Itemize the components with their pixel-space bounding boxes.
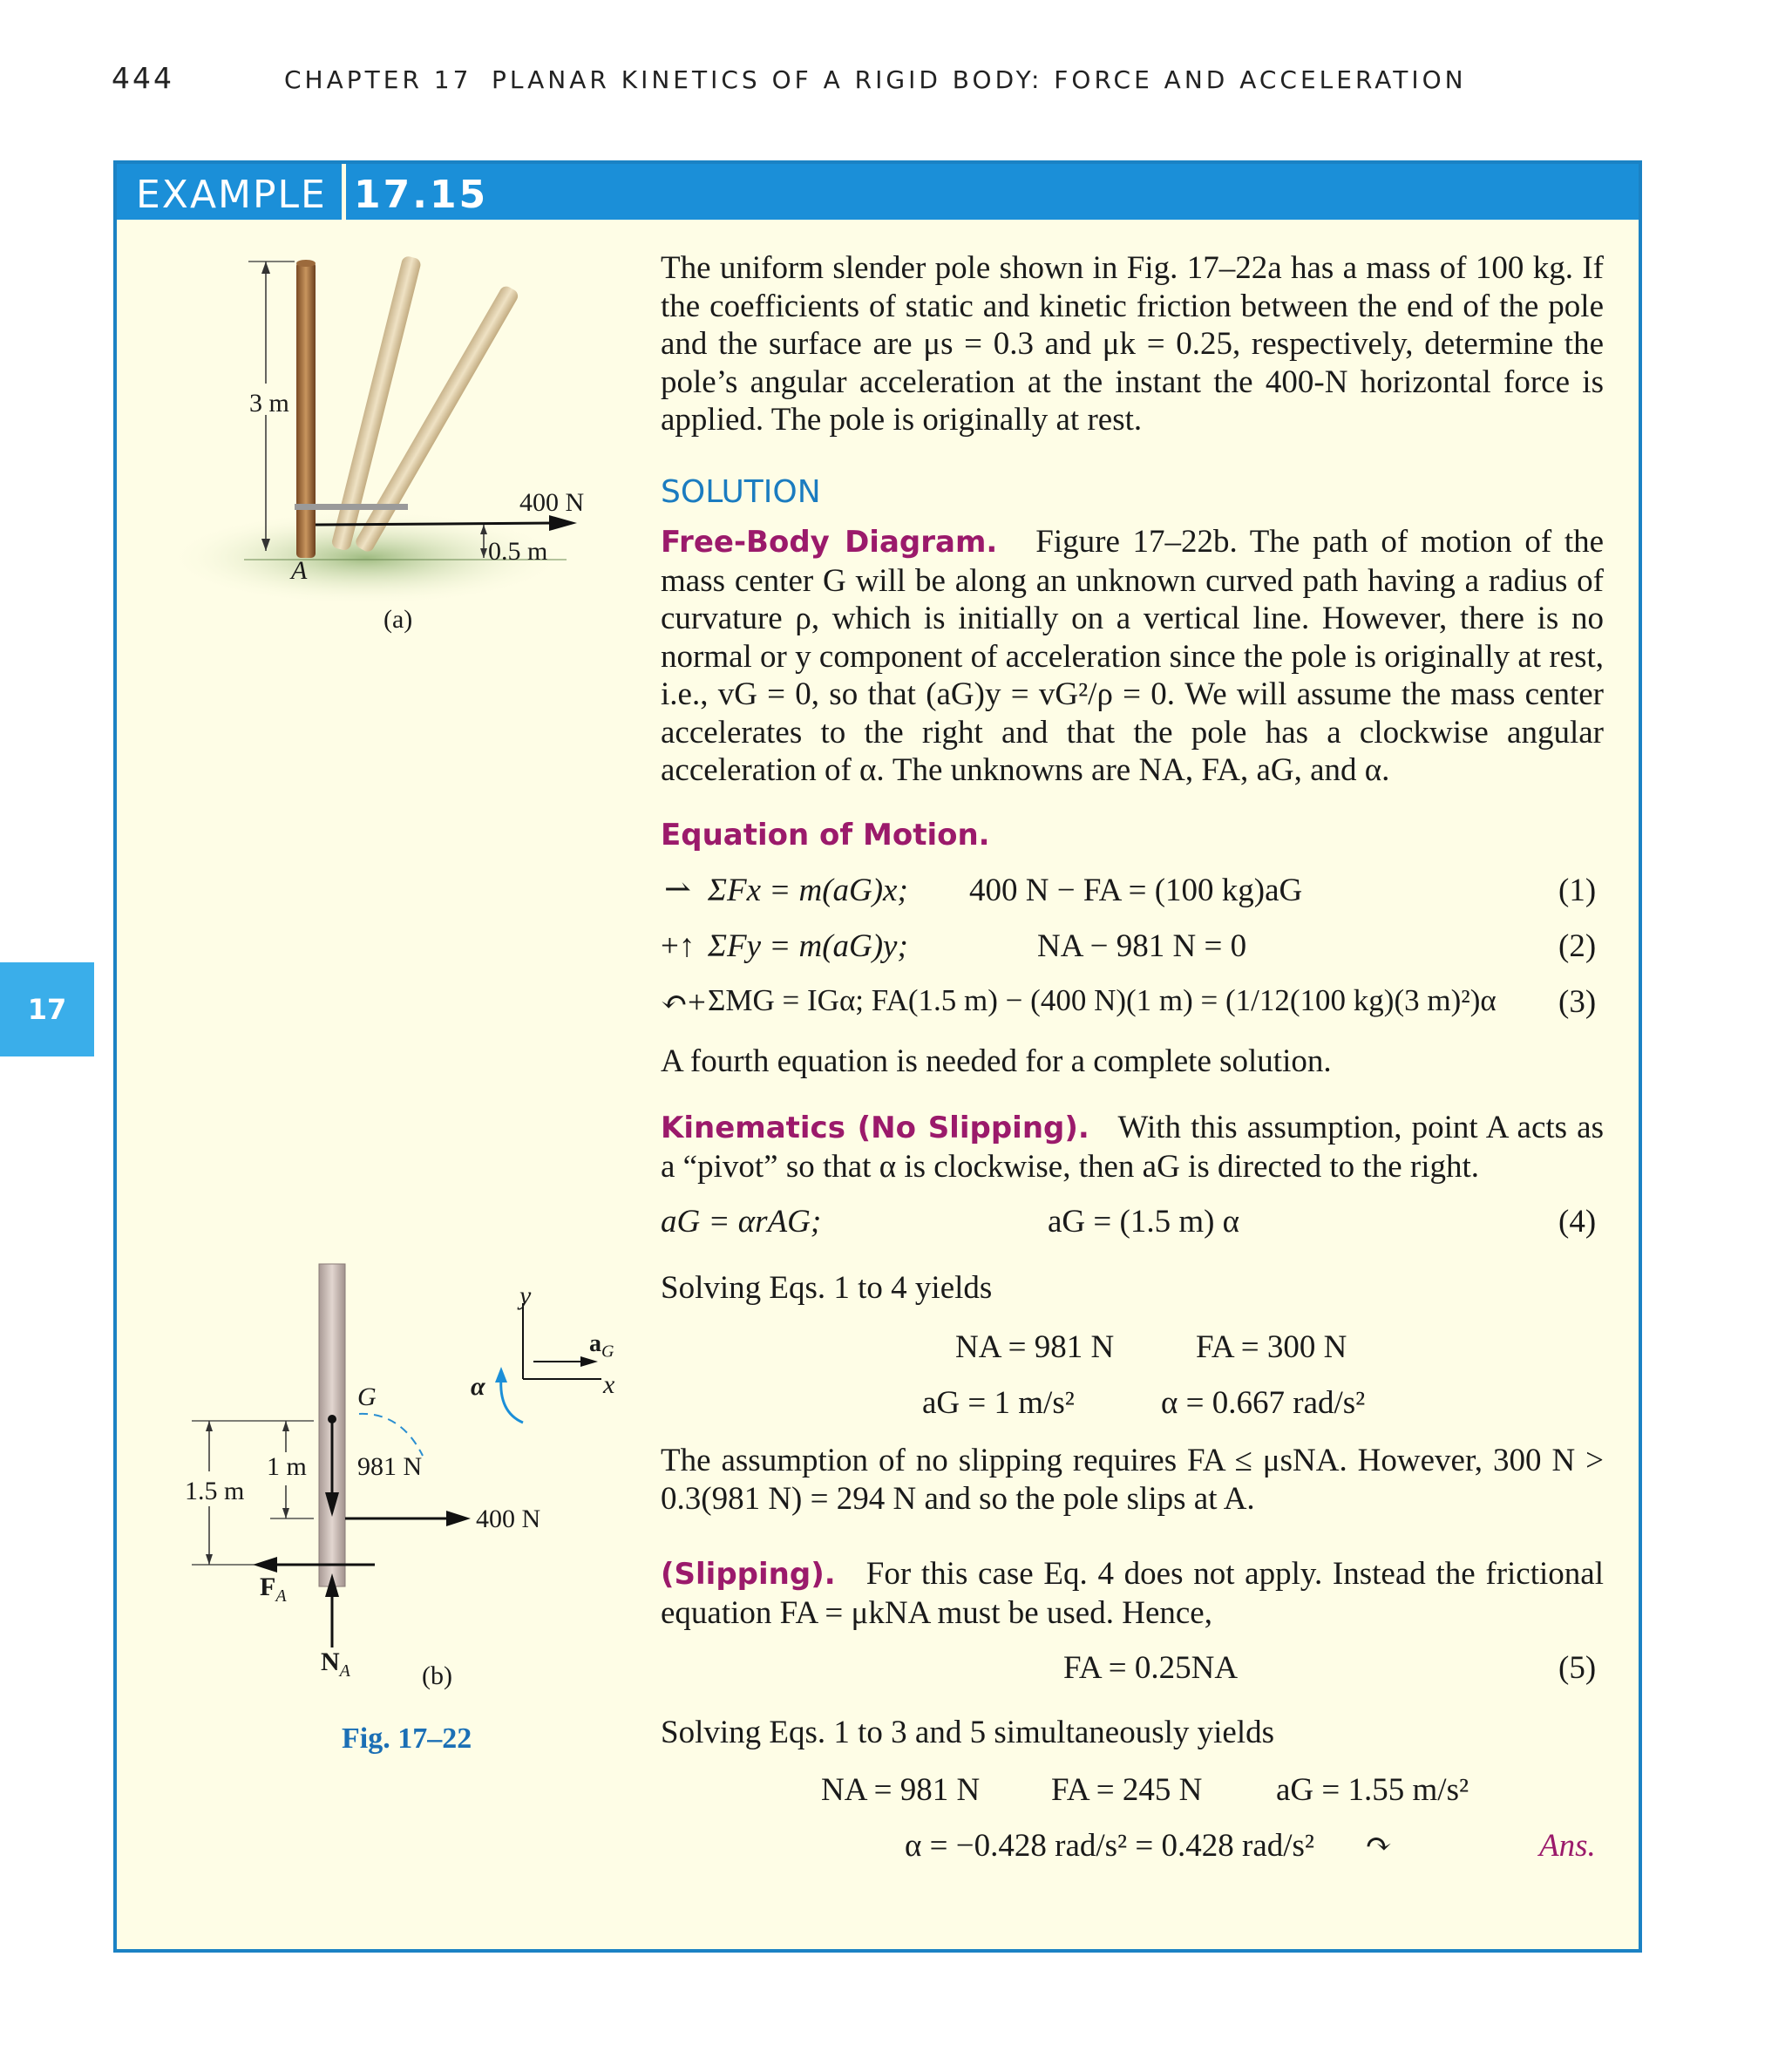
assumption-paragraph: The assumption of no slipping requires FA ≤ μsNA. However, 300 N > 0.3(981 N) = 294 N and so the pole slips at A. (661, 1443, 1604, 1517)
result-na: NA = 981 N (955, 1329, 1115, 1365)
kinematics-text: With this assumption, point A acts as a “pivot” so that α is clockwise, then aG is directed to the right. (661, 1110, 1605, 1185)
page-number: 444 (112, 61, 174, 95)
eq1-left: ΣFx = m(aG)x; (708, 873, 908, 908)
fbd-heading: Free-Body Diagram. (661, 525, 998, 560)
figure-b-label: (b) (422, 1661, 452, 1690)
figure-a-diagram (174, 244, 628, 654)
eq5-number: (5) (1558, 1650, 1597, 1686)
fbd-text: Figure 17–22b. The path of motion of the mass center G will be along an unknown curved path having a radius of curvature ρ, which is initially on a vertical line. However, there is no normal or y component of acceleration since the pole is originally at rest, i.e., vG = 0, so that (aG)y = vG²/ρ = 0. We will assume the mass center accelerates to the right and that the pole has a clockwise angular acceleration of α. The unknowns are NA, FA, aG, and α. (661, 524, 1605, 788)
eq2-number: (2) (1558, 928, 1597, 964)
dim-1-5m-label: 1.5 m (185, 1477, 245, 1505)
answer-label: Ans. (1539, 1828, 1596, 1864)
accel-ag-label: $a_G$ (589, 1330, 614, 1362)
final-fa: FA = 245 N (1051, 1772, 1203, 1808)
final-ag: aG = 1.55 m/s² (1276, 1772, 1469, 1808)
pole (296, 262, 316, 558)
force-400b-label: 400 N (476, 1505, 541, 1533)
dim-1m-label: 1 m (267, 1452, 307, 1481)
slipping-text: For this case Eq. 4 does not apply. Instead the frictional equation FA = μkNA must be used. Hence, (661, 1556, 1604, 1631)
axis-x-label: x (603, 1370, 615, 1399)
eq1-right: 400 N − FA = (100 kg)aG (969, 873, 1303, 908)
eq3: ΣMG = IGα; FA(1.5 m) − (400 N)(1 m) = (1/12(100 kg)(3 m)²)α (708, 983, 1497, 1017)
example-header (117, 164, 1639, 220)
axis-y-label: y (519, 1281, 532, 1310)
header-separator (342, 164, 346, 220)
eq1-sign: ⇀ (664, 872, 692, 907)
dim-3m-label: 3 m (249, 389, 289, 418)
chapter-title: PLANAR KINETICS OF A RIGID BODY: FORCE AND ACCELERATION (492, 65, 1467, 94)
example-number: 17.15 (354, 173, 489, 217)
solve-1-text: Solving Eqs. 1 to 4 yields (661, 1270, 993, 1306)
weight-981-label: 981 N (357, 1452, 423, 1481)
final-alpha: α = −0.428 rad/s² = 0.428 rad/s² (905, 1828, 1315, 1864)
free-body-diagram-paragraph (661, 523, 1604, 790)
final-na: NA = 981 N (821, 1772, 981, 1808)
running-head (112, 61, 1467, 95)
result-fa: FA = 300 N (1196, 1329, 1347, 1365)
kinematics-heading: Kinematics (No Slipping). (661, 1111, 1089, 1145)
eq4-number: (4) (1558, 1204, 1597, 1240)
example-label: EXAMPLE (136, 173, 327, 217)
figure-a-label: (a) (383, 605, 413, 634)
point-a-label: A (291, 556, 308, 585)
point-g-label: G (357, 1382, 377, 1411)
force-fa-label: $F_A$ (260, 1573, 287, 1606)
fourth-equation-text: A fourth equation is needed for a complete solution. (661, 1043, 1332, 1079)
clockwise-arrow: ↷ (1365, 1827, 1393, 1863)
kinematics-paragraph (661, 1109, 1604, 1185)
slipping-paragraph (661, 1555, 1604, 1632)
eq4-right: aG = (1.5 m) α (1048, 1204, 1240, 1240)
result-ag: aG = 1 m/s² (922, 1385, 1075, 1421)
eq3-sign: ↶+ (661, 985, 706, 1021)
equation-of-motion-heading: Equation of Motion. (661, 818, 990, 853)
slipping-heading: (Slipping). (661, 1557, 836, 1592)
eq5: FA = 0.25NA (1063, 1650, 1239, 1686)
alpha-label: α (471, 1372, 485, 1401)
eq4-left: aG = αrAG; (661, 1204, 822, 1240)
chapter-side-tab: 17 (0, 962, 94, 1056)
force-na-label: $N_A$ (321, 1647, 350, 1681)
eq2-sign: +↑ (661, 928, 696, 964)
eq1-number: (1) (1558, 873, 1597, 908)
problem-statement: The uniform slender pole shown in Fig. 17–22a has a mass of 100 kg. If the coefficients of static and kinetic friction between the end of the pole and the surface are μs = 0.3 and μk = 0.25, respectively, determine the pole’s angular acceleration at the instant the 400-N horizontal force is applied. The pole is originally at rest. (661, 250, 1604, 438)
eq2-right: NA − 981 N = 0 (1037, 928, 1247, 964)
eq2-left: ΣFy = m(aG)y; (708, 928, 908, 964)
eq3-number: (3) (1558, 984, 1597, 1020)
result-alpha: α = 0.667 rad/s² (1161, 1385, 1366, 1421)
solve-2-text: Solving Eqs. 1 to 3 and 5 simultaneously yields (661, 1715, 1275, 1750)
force-400-label: 400 N (519, 488, 585, 517)
figure-caption: Fig. 17–22 (342, 1722, 472, 1755)
chapter-label: CHAPTER 17 (284, 65, 472, 94)
rope (295, 504, 408, 510)
solution-heading: SOLUTION (661, 474, 821, 510)
dim-0-5m-label: 0.5 m (488, 537, 548, 566)
